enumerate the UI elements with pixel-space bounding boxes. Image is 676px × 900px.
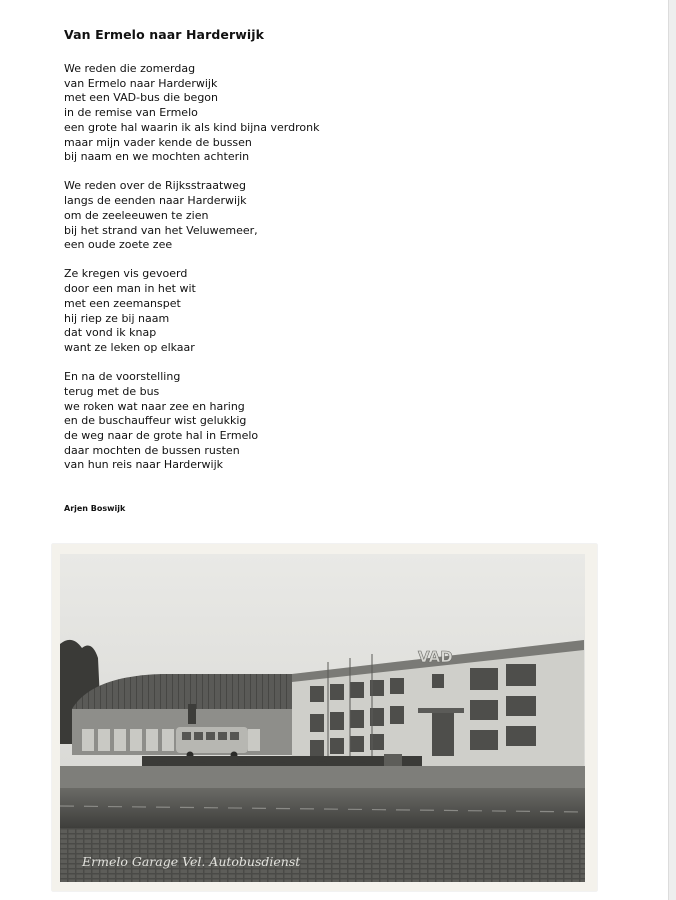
poem-body (64, 62, 319, 488)
poem-line: We reden die zomerdag (64, 62, 196, 75)
poem-line: daar mochten de bussen rusten (64, 443, 240, 457)
poem-line: We reden over de Rijksstraatweg (64, 179, 246, 193)
poem-line: met een VAD-bus die begon (64, 91, 218, 105)
poem-line: bij het strand van het Veluwemeer, (64, 223, 258, 237)
stanza-4 (64, 370, 319, 473)
poem-line: En na de voorstelling (64, 370, 181, 384)
poem-line: terug met de bus (64, 384, 160, 398)
poem-line: in de remise van Ermelo (64, 106, 198, 120)
author-name: Arjen Boswijk (64, 504, 126, 513)
poem-line: bij naam en we mochten achterin (64, 150, 250, 164)
stanza-3 (64, 267, 319, 355)
page-edge (668, 0, 676, 900)
poem-line: en de buschauffeur wist gelukkig (64, 414, 247, 428)
poem-title: Van Ermelo naar Harderwijk (64, 27, 265, 42)
poem-line: langs de eenden naar Harderwijk (64, 194, 247, 208)
poem-line: want ze leken op elkaar (64, 340, 195, 354)
stanza-2 (64, 179, 319, 253)
photo-caption: Ermelo Garage Vel. Autobusdienst (82, 854, 301, 869)
poem-line: een grote hal waarin ik als kind bijna verdronk (64, 120, 320, 134)
poem-line: door een man in het wit (64, 282, 196, 296)
garage-photo-illustration (52, 544, 597, 891)
poem-line: Ze kregen vis gevoerd (64, 267, 188, 281)
poem-line: met een zeemanspet (64, 296, 181, 310)
poem-line: om de zeeleeuwen te zien (64, 208, 209, 222)
poem-line: van Ermelo naar Harderwijk (64, 76, 218, 90)
building-sign: VAD (418, 648, 453, 666)
postcard-photo (52, 544, 597, 891)
poem-line: we roken wat naar zee en haring (64, 399, 245, 413)
poem-line: van hun reis naar Harderwijk (64, 458, 224, 472)
poem-line: maar mijn vader kende de bussen (64, 135, 252, 149)
poem-line: een oude zoete zee (64, 238, 173, 252)
stanza-1 (64, 62, 319, 165)
poem-line: de weg naar de grote hal in Ermelo (64, 428, 259, 442)
poem-line: hij riep ze bij naam (64, 311, 170, 325)
poem-line: dat vond ik knap (64, 326, 157, 340)
